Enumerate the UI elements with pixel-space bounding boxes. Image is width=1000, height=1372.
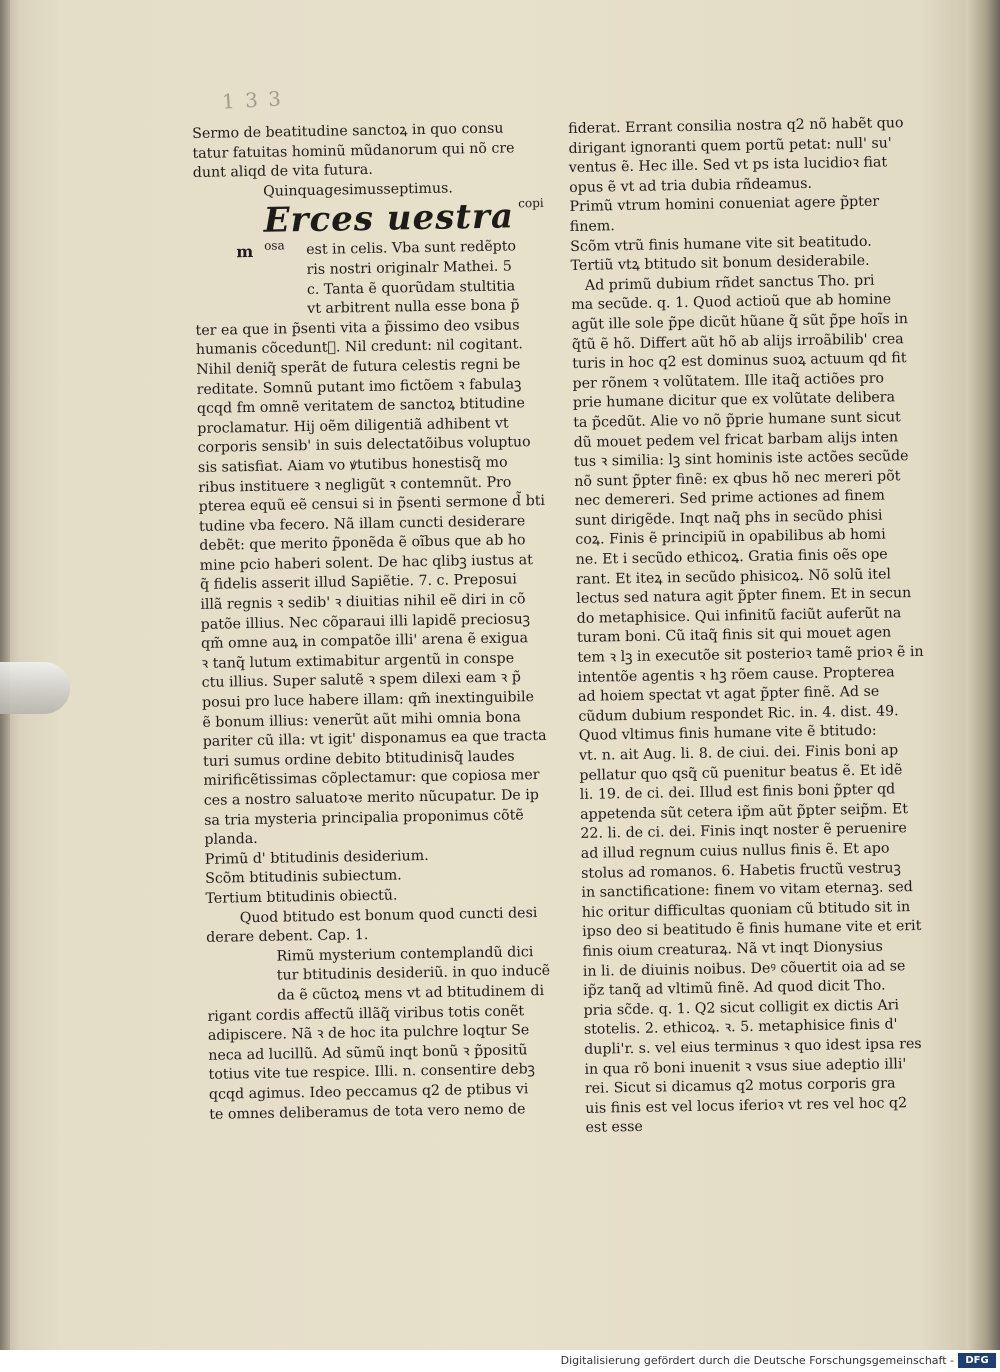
text-line: in li. de diuinis noibus. Deꝰ cõuertit oia ad se <box>582 957 906 980</box>
left-body-text <box>194 237 579 1125</box>
text-line: stotelis. 2. ethicoꝝ. ꝛ. 5. metaphisice finis d' <box>583 1016 898 1039</box>
text-line: turis in hoc q2 est dominus suoꝝ actuum qd fit <box>572 350 907 373</box>
text-line: Rimũ mysterium contemplandũ dici <box>276 943 534 965</box>
text-line: Tertiũ vtꝝ btitudo sit bonum desiderabile. <box>570 252 870 275</box>
text-line: ad hoiem spectat vt agat p̃pter finẽ. Ad se <box>577 683 880 706</box>
text-line: tus ꝛ similia: lꝫ sint hominis iste actões secũde <box>573 448 909 471</box>
text-line: agũt ille sole p̃pe dicũt hũane q̃ sũt p̃pe hoĩs in <box>571 311 909 333</box>
text-line: pria sc̃de. q. 1. Q2 sicut colligit ex dictis Ari <box>583 997 900 1019</box>
text-line: ad illud regnum cuius nullus finis ẽ. Et apo <box>580 840 890 862</box>
text-line: sunt dirigẽde. Inqt naq̃ phs in secũdo phisi <box>574 507 883 529</box>
text-line: rant. Et iteꝝ in secũdo phisicoꝝ. Nõ solũ itel <box>575 566 892 588</box>
text-line: Ad primũ dubium rñdet sanctus Tho. pri <box>584 272 875 294</box>
text-line: sa tria mysteria principalia proponimus cõtẽ <box>204 806 524 829</box>
text-line: mirificẽtissimas cõplectamur: que copiosa mer <box>203 767 540 790</box>
text-line: ꝛ tanq̃ lutum extimabitur argentũ in conspe <box>201 650 515 672</box>
text-line: q̃ fidelis asserit illud Sapiẽtie. 7. c. Preposui <box>199 571 517 594</box>
text-line: ta p̃cedũt. Alie vo nõ p̃prie humane sunt sicut <box>573 409 901 431</box>
text-line: Primũ vtrum homini conueniat agere p̃pter <box>569 193 880 216</box>
left-column <box>192 119 579 1125</box>
text-line: tur btitudinis desideriũ. in quo inducẽ <box>276 963 551 984</box>
text-line: dũ mouet pedem vel fricat barbam alijs inten <box>573 428 899 451</box>
text-line: sis satisfiat. Aiam vo ꝟtutibus honestisq̃ mo <box>197 454 508 476</box>
opening-superscript: copi osa <box>264 196 544 254</box>
text-line: dupli'r. s. vel eius terminus ꝛ quo idest ipsa res <box>584 1035 922 1058</box>
text-line: pariter cũ illa: vt igit' disponamus ea que tracta <box>202 728 547 751</box>
text-line: nec demereri. Sed prime actiones ad finem <box>574 487 886 510</box>
text-line: est esse <box>585 1119 643 1137</box>
text-line: Sermo de beatitudine sanctoꝝ in quo consu <box>192 120 504 142</box>
text-line: dunt aliqd de vita futura. <box>192 162 373 182</box>
text-line: ma secũde. q. 1. Quod actioũ que ab homine <box>571 291 892 314</box>
text-line: tatur fatuitas hominũ mũdanorum qui nõ cre <box>192 139 515 162</box>
initial-m: m <box>236 242 254 262</box>
text-line: posui pro luce habere illam: qm̃ inextinguibile <box>201 689 535 711</box>
text-line: li. 19. de ci. dei. Illud est finis boni p̃pter qd <box>579 781 896 804</box>
text-line: patõe illius. Nec cõparaui illi lapidẽ preciosuꝫ <box>200 610 531 633</box>
right-column <box>568 113 976 1139</box>
text-line: corporis sensib' in suis delectatõibus voluptuo <box>197 434 531 457</box>
text-line: fiderat. Errant consilia nostra q2 nõ habẽt quo <box>568 115 904 137</box>
text-line: Quod btitudo est bonum quod cuncti desi <box>239 904 538 926</box>
text-line: do metaphisice. Qui infinitũ faciũt auferũt na <box>576 605 902 627</box>
text-line: ter ea que in p̃senti vita a p̃issimo deo vsibus <box>195 317 520 339</box>
text-line: intentõe agentis ꝛ hꝫ rõem cause. Propterea <box>577 664 895 686</box>
text-line: illã regnis ꝛ sedib' ꝛ diuitias nihil eẽ diri in cõ <box>200 591 526 613</box>
text-line: ipso deo si beatitudo ẽ finis humane vite et erit <box>582 918 922 941</box>
text-line: neca ad lucillũ. Ad sũmũ inqt bonũ ꝛ p̃positũ <box>208 1042 528 1064</box>
text-line: appetenda sũt cetera ip̃m aũt p̃pter seip̃m. Et <box>579 800 909 823</box>
text-line: proclamatur. Hij oẽm diligentiã adhibent vt <box>197 415 509 437</box>
text-line: debẽt: que merito p̃ponẽda ẽ oĩbus que ab ho <box>199 532 526 555</box>
footer-bar <box>0 1350 1000 1372</box>
text-line: qm̃ omne auꝝ in compatõe illi' arena ẽ exigua <box>200 630 529 653</box>
text-line: mine pcio haberi solent. De hac qlibꝫ iustus at <box>199 551 534 574</box>
text-line: ẽ bonum illius: venerũt aũt mihi omnia bona <box>202 708 522 731</box>
text-line: in qua rõ boni inuenit ꝛ vsus siue adeptio illi' <box>584 1055 907 1078</box>
text-line: finis oium creaturaꝝ. Nã vt inqt Dionysius <box>582 938 884 960</box>
text-line: prie humane dicitur que ex volũtate delibera <box>572 389 896 412</box>
text-line: da ẽ cũctoꝝ mens vt ad btitudinem di <box>277 982 545 1004</box>
text-line: te omnes deliberamus de tota vero nemo de <box>209 1100 526 1123</box>
text-line: rei. Sicut si dicamus q2 motus corporis gra <box>584 1075 896 1097</box>
text-line: c. Tanta ẽ quorũdam stultitia <box>306 277 516 298</box>
text-line: Quinquagesimusseptimus. <box>263 180 453 200</box>
text-line: uis finis est vel locus iferioꝛ vt res vel hoc q2 <box>585 1094 908 1117</box>
opening-words: Erces uestra <box>263 196 515 242</box>
text-line: totius vite tue respice. Illi. n. consentire debꝫ <box>208 1061 536 1084</box>
text-line: ces a nostro saluatoꝛe merito nũcupatur. De ip <box>203 787 540 809</box>
page-clip <box>0 662 70 714</box>
text-line: Tertium btitudinis obiectũ. <box>205 887 398 907</box>
text-line: Primũ d' btitudinis desiderium. <box>204 847 429 868</box>
text-line: Scõm vtrũ finis humane vite sit beatitudo. <box>570 233 872 255</box>
page-number: 1 3 3 <box>221 86 284 114</box>
text-line: nõ sunt p̃pter finẽ: ex qbus hõ nec mereri põt <box>574 467 901 490</box>
text-line: vt arbitrent nulla esse bona p̃ <box>307 297 520 318</box>
text-line: Quod vltimus finis humane vite ẽ btitudo: <box>578 723 877 745</box>
text-line: ctu illius. Super salutẽ ꝛ spem dilexi eam ꝛ p̃ <box>201 669 522 692</box>
text-line: coꝝ. Finis ẽ principiũ in opabilibus ab homi <box>575 526 886 549</box>
text-line: Nihil deniq̃ sperãt de futura celestis regni be <box>196 356 521 378</box>
text-line: per rõnem ꝛ volũtatem. Ille itaq̃ actiões pro <box>572 370 885 392</box>
footer-text: Digitalisierung gefördert durch die Deutsche Forschungsgemeinschaft - <box>560 1354 954 1367</box>
sermon-heading <box>192 119 563 204</box>
text-line: vt. n. ait Aug. li. 8. de ciui. dei. Finis boni ap <box>578 742 899 764</box>
text-line: Scõm btitudinis subiectum. <box>205 867 402 888</box>
text-line: tem ꝛ lꝫ in executõe sit posterioꝛ tamẽ prioꝛ ẽ in <box>577 643 924 666</box>
text-line: lectus sed natura agit p̃pter finem. Et in secun <box>576 585 912 608</box>
text-line: derare debent. Cap. 1. <box>206 927 369 947</box>
text-line: ip̃z tanq̃ ad vltimũ finẽ. Ad quod dicit Tho. <box>583 977 886 999</box>
text-line: reditate. Somnũ putant imo fictõem ꝛ fabulaꝫ <box>196 375 522 398</box>
text-line: in sanctificatione: finem vo vitam eternaꝫ. sed <box>581 879 913 902</box>
text-line: finem. <box>569 218 615 235</box>
text-line: adipiscere. Nã ꝛ de hoc ita pulchre loqtur Se <box>207 1022 530 1044</box>
text-line: rigant cordis affectũ illãq̃ viribus totis conẽt <box>207 1002 525 1025</box>
text-line: humanis cõceduntᷣ. Nil credunt: nil cogitant. <box>195 336 523 359</box>
text-line: pterea equũ eẽ censui si in p̃senti sermone d̃ bti <box>198 492 546 516</box>
book-spine <box>966 0 1000 1350</box>
text-line: ventus ẽ. Hec ille. Sed vt ps ista lucidioꝛ fiat <box>568 154 888 177</box>
dfg-logo: DFG <box>958 1353 996 1368</box>
text-line: cũdum dubium respondet Ric. in. 4. dist. 49. <box>578 703 899 725</box>
text-line: ris nostri originalr Mathei. 5 <box>306 258 512 278</box>
text-line: qcqd agimus. Ideo peccamus q2 de ptibus vi <box>208 1081 529 1103</box>
text-line: ne. Et i secũdo ethicoꝝ. Gratia finis oẽs ope <box>575 546 888 568</box>
text-line: pellatur quo qsq̃ cũ puenitur beatus ẽ. Et idẽ <box>579 761 903 784</box>
text-line: 22. li. de ci. dei. Finis inqt noster ẽ peruenire <box>580 820 907 843</box>
text-line: q̃tũ ẽ hõ. Differt aũt hõ ab alijs irroãbilib' crea <box>571 330 904 353</box>
right-body-text <box>568 113 976 1139</box>
text-line: turam boni. Cũ itaq̃ finis sit qui mouet agen <box>576 624 892 647</box>
text-line: est in celis. Vba sunt redẽpto <box>306 238 517 259</box>
text-line: turi sumus ordine debito btitudinisq̃ laudes <box>202 748 515 770</box>
text-line: tudine vba fecero. Nã illam cuncti desiderare <box>198 512 526 535</box>
text-line: stolus ad romanos. 6. Habetis fructũ vestruꝫ <box>581 859 901 882</box>
text-line: planda. <box>204 831 258 849</box>
text-line: ribus instituere ꝛ negligũt ꝛ contemnũt. Pro <box>198 473 512 496</box>
text-line: qcqd fm omnẽ veritatem de sanctoꝝ btitudine <box>196 395 526 418</box>
text-line: hic oritur difficultas quoniam cũ btitudo sit in <box>581 898 911 921</box>
text-line: dirigant ignoranti quem portũ petat: null' su' <box>568 134 892 157</box>
text-line: opus ẽ vt ad tria dubia rñdeamus. <box>569 175 813 196</box>
